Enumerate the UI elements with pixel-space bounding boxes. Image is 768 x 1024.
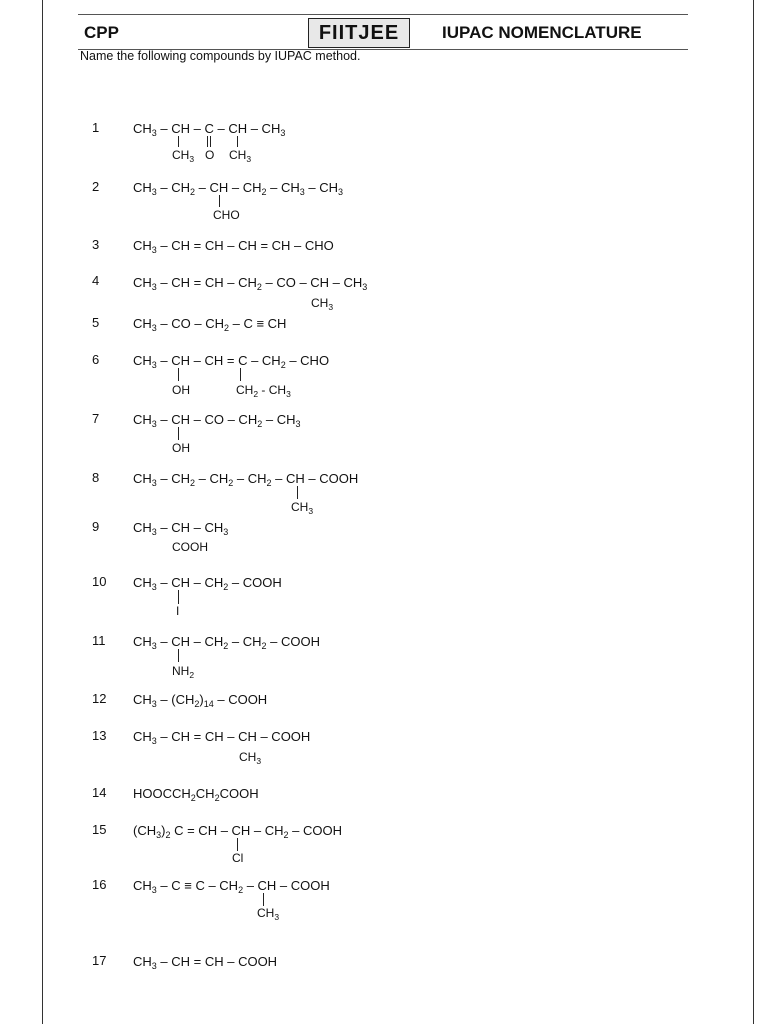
question-number: 2 (92, 179, 100, 194)
branch-11a: $NH_2$ (172, 664, 195, 680)
formula-7: $CH_3$ – CH – CO – $CH_2 - CH_3$ (133, 412, 301, 429)
formula-5: $CH_3$ – CO – $CH_2$ – C ≡ CH (133, 316, 287, 333)
header-topic: IUPAC NOMENCLATURE (442, 23, 642, 42)
branch-1c: $CH_3$ (229, 148, 252, 164)
formula-17: $CH_3$ – CH = CH – COOH (133, 954, 278, 971)
branch-1b: O (205, 148, 215, 162)
question-number: 7 (92, 411, 100, 426)
question-number: 16 (92, 877, 107, 892)
formula-2: $CH_3 - CH_2$ – CH – $CH_2 - CH_3 - CH_3$ (133, 180, 344, 197)
question-number: 12 (92, 691, 107, 706)
header-cpp: CPP (84, 23, 119, 42)
formula-10: $CH_3$ – CH – $CH_2$ – COOH (133, 575, 282, 592)
branch-9a: COOH (172, 540, 208, 554)
formula-12: $CH_3 - (CH_2)_{14}$ – COOH (133, 692, 268, 709)
branch-8a: $CH_3$ (291, 500, 314, 516)
question-number: 1 (92, 120, 100, 135)
question-number: 4 (92, 273, 100, 288)
formula-16: $CH_3 - C \equiv C - CH_2$ – CH – COOH (133, 878, 330, 895)
branch-6b: $CH_2 - CH_3$ (236, 383, 291, 399)
page-header (78, 14, 688, 50)
formula-8: $CH_3 - CH_2 - CH_2 - CH_2$ – CH – COOH (133, 471, 359, 488)
branch-4a: $CH_3$ (311, 296, 334, 312)
branch-2a: CHO (213, 208, 240, 222)
question-number: 13 (92, 728, 107, 743)
instruction-text: Name the following compounds by IUPAC method. (80, 49, 361, 63)
branch-16a: $CH_3$ (257, 906, 280, 922)
question-number: 3 (92, 237, 100, 252)
question-number: 15 (92, 822, 107, 837)
formula-13: $CH_3$ – CH = CH – CH – COOH (133, 729, 311, 746)
question-number: 14 (92, 785, 107, 800)
fiitjee-logo: FIITJEE (308, 18, 410, 48)
question-number: 10 (92, 574, 107, 589)
formula-15: $(CH_3)_2$ C = CH – CH – $CH_2$ – COOH (133, 823, 343, 840)
branch-13a: $CH_3$ (239, 750, 262, 766)
branch-15a: Cl (232, 851, 244, 865)
formula-9: $CH_3$ – CH – $CH_3$ (133, 520, 229, 537)
formula-4: $CH_3$ – CH = CH – $CH_2$ – CO – CH – $CH_3$ (133, 275, 368, 292)
formula-11: $CH_3$ – CH – $CH_2 - CH_2$ – COOH (133, 634, 320, 651)
formula-3: $CH_3$ – CH = CH – CH = CH – CHO (133, 238, 334, 255)
branch-7a: OH (172, 441, 190, 455)
formula-14: $HOOCCH_2CH_2COOH$ (133, 786, 259, 803)
question-number: 6 (92, 352, 100, 367)
question-number: 11 (92, 633, 106, 648)
branch-10a: I (176, 604, 180, 618)
question-number: 9 (92, 519, 100, 534)
page-frame (42, 0, 754, 1024)
branch-1a: $CH_3$ (172, 148, 195, 164)
question-number: 17 (92, 953, 107, 968)
branch-6a: OH (172, 383, 190, 397)
formula-6: $CH_3$ – CH – CH = C – $CH_2$ – CHO (133, 353, 330, 370)
formula-1: $CH_3$ – CH – C – CH – $CH_3$ (133, 121, 286, 138)
question-number: 5 (92, 315, 100, 330)
question-number: 8 (92, 470, 100, 485)
